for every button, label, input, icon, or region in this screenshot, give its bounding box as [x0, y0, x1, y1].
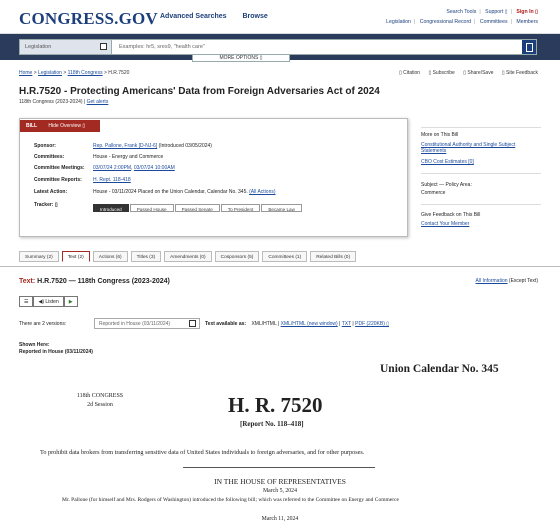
- report-number: [Report No. 118–418]: [240, 420, 304, 428]
- tracker-step-became-law: Became Law: [261, 204, 302, 212]
- menu-icon[interactable]: ☰: [19, 296, 33, 307]
- report-link[interactable]: H. Rept. 118-418: [93, 177, 131, 183]
- meeting-link-2[interactable]: 03/07/24 10:00AM: [133, 165, 175, 171]
- breadcrumb-home[interactable]: Home: [19, 70, 33, 76]
- meeting-link-1[interactable]: 03/07/24 2:00PM: [93, 165, 132, 171]
- format-xml-html[interactable]: XML/HTML: [251, 321, 277, 327]
- all-info: [476, 278, 538, 284]
- tracker-step-to-president: To President: [221, 204, 261, 212]
- tab-cosponsors[interactable]: Cosponsors (5): [215, 251, 260, 262]
- share-save-button[interactable]: ▯ Share/Save: [463, 70, 494, 76]
- search-scope-select[interactable]: [20, 40, 112, 54]
- page-tools: [392, 70, 538, 76]
- congress-session: 118th Congress (2023-2024): [19, 99, 83, 105]
- breadcrumb-legislation[interactable]: Legislation: [38, 70, 62, 76]
- format-pdf[interactable]: PDF (220KB) ▯: [355, 321, 389, 327]
- all-information-note: (Except Text): [508, 278, 538, 284]
- browse-link[interactable]: Browse: [242, 13, 268, 20]
- bill-tabs: [19, 251, 359, 262]
- more-on-bill-heading: More on This Bill: [421, 132, 459, 138]
- all-information-link[interactable]: All Information: [475, 278, 508, 284]
- bill-tracker: [93, 204, 303, 212]
- sign-in-link[interactable]: Sign In ▯: [516, 9, 538, 15]
- format-xml-html-new-window[interactable]: XML/HTML (new window): [280, 321, 338, 327]
- tab-committees[interactable]: Committees (1): [262, 251, 307, 262]
- tab-actions[interactable]: Actions (6): [93, 251, 128, 262]
- cbo-cost-estimates-link[interactable]: CBO Cost Estimates [0]: [421, 159, 474, 165]
- tab-related-bills[interactable]: Related Bills (0): [310, 251, 356, 262]
- citation-button[interactable]: ▯ Citation: [398, 70, 421, 76]
- text-heading: [19, 278, 170, 285]
- tab-divider: [0, 266, 560, 267]
- text-heading-lead: Text:: [19, 278, 36, 285]
- overview-tab: [20, 120, 100, 132]
- policy-area-value: Commerce: [421, 190, 446, 196]
- shown-here-label: Shown Here:: [19, 342, 50, 348]
- subscribe-button[interactable]: ▯ Subscribe: [428, 70, 455, 76]
- latest-action-value: House - 03/11/2024 Placed on the Union Calendar, Calendar No. 345.: [93, 189, 248, 195]
- house-heading: IN THE HOUSE OF REPRESENTATIVES: [214, 477, 346, 486]
- tab-titles[interactable]: Titles (3): [131, 251, 161, 262]
- search-tools-link[interactable]: Search Tools: [446, 9, 477, 15]
- utility-links: Search Tools | Support ▯ | Sign In ▯ Legislation | Congressional Record | Committees | Members: [386, 9, 538, 25]
- bill-overview: BILL Hide Overview ▯ Sponsor: Rep. Pallone, Frank [D-NJ-6] (Introduced 03/05/2024) Committees: House - Energy and Commerce Committee Meetings: 03/07/24 2:00PM, 03/07/24 10:00AM Committee Reports: H. Rept. 118-418 Latest Action: House - 03/11/2024 Placed on the Union Calendar, Calendar No. 345. (All Actions) Tracker: ▯ Introduced Passed House Passed Senate To President Became Law: [19, 118, 408, 237]
- versions-row: [19, 321, 389, 327]
- search-input[interactable]: Examples: hr5, sres9, "health care": [119, 44, 205, 50]
- sidebar-divider: [421, 173, 541, 174]
- breadcrumb-current: H.R.7520: [108, 70, 130, 76]
- search-scope-label: Legislation: [25, 44, 52, 50]
- tracker-step-passed-house: Passed House: [130, 204, 174, 212]
- site-feedback-button[interactable]: ▯ Site Feedback: [501, 70, 538, 76]
- tracker-label[interactable]: Tracker: ▯: [34, 202, 58, 208]
- sidebar-divider: [421, 204, 541, 205]
- contact-member-link[interactable]: Contact Your Member: [421, 221, 470, 227]
- congress-number: 118th CONGRESS: [76, 393, 124, 399]
- reported-date: March 11, 2024: [261, 516, 299, 522]
- breadcrumb: Home > Legislation > 118th Congress > H.R.7520: [19, 70, 130, 76]
- sponsor-date: (Introduced 03/05/2024): [158, 143, 212, 149]
- congress-line: 118th Congress (2023-2024) | Get alerts: [19, 99, 109, 105]
- session-number: 2d Session: [87, 402, 113, 408]
- tab-amendments[interactable]: Amendments (0): [164, 251, 211, 262]
- document-divider: [183, 467, 375, 468]
- committees-value: House - Energy and Commerce: [93, 154, 164, 160]
- hide-overview-button[interactable]: Hide Overview ▯: [48, 123, 86, 129]
- support-link[interactable]: Support ▯: [485, 9, 508, 15]
- congress-gov-logo[interactable]: CONGRESS.GOV: [19, 9, 158, 28]
- shown-here: [19, 342, 93, 356]
- sidebar-divider: [421, 127, 541, 128]
- main-nav: [160, 13, 282, 20]
- bill-tab-label: BILL: [26, 123, 38, 129]
- format-txt[interactable]: TXT: [341, 321, 352, 327]
- dropdown-icon: [189, 320, 196, 327]
- policy-area-heading: Subject — Policy Area:: [421, 182, 472, 188]
- audio-player: [19, 296, 78, 307]
- committees-link[interactable]: Committees: [479, 19, 508, 25]
- tracker-step-passed-senate: Passed Senate: [175, 204, 220, 212]
- listen-button[interactable]: ◀) Listen: [33, 296, 63, 307]
- congress-session-block: [70, 392, 130, 410]
- tracker-step-introduced: Introduced: [93, 204, 129, 212]
- union-calendar-number: Union Calendar No. 345: [380, 363, 499, 375]
- introduced-date: March 5, 2024: [263, 488, 297, 494]
- bill-purpose: To prohibit data brokers from transferring sensitive data of United States individuals to foreign adversaries, and for other purposes.: [40, 449, 365, 456]
- breadcrumb-congress[interactable]: 118th Congress: [67, 70, 103, 76]
- sponsor-label: Sponsor:: [34, 143, 56, 149]
- reports-label: Committee Reports:: [34, 177, 82, 183]
- introduction-text: Mr. Pallone (for himself and Mrs. Rodgers of Washington) introduced the following bill; which was referred to the Committee on Energy and Commerce: [62, 497, 399, 503]
- versions-label: There are 2 versions:: [19, 321, 67, 327]
- congressional-record-link[interactable]: Congressional Record: [419, 19, 472, 25]
- feedback-heading: Give Feedback on This Bill: [421, 212, 481, 218]
- latest-action-label: Latest Action:: [34, 189, 68, 195]
- formats-label: Text available as:: [205, 321, 247, 327]
- tab-summary[interactable]: Summary (2): [19, 251, 59, 262]
- more-options-button[interactable]: MORE OPTIONS ▯: [192, 54, 290, 62]
- constitutional-authority-link[interactable]: Constitutional Authority and Single Subject Statements: [421, 142, 516, 154]
- text-heading-title: H.R.7520 — 118th Congress (2023-2024): [37, 278, 170, 285]
- search-box: [19, 39, 537, 55]
- tab-text[interactable]: Text (2): [62, 251, 90, 262]
- version-selected: Reported in House (03/11/2024): [99, 321, 171, 327]
- search-band: [0, 34, 560, 60]
- advanced-searches-link[interactable]: Advanced Searches: [160, 13, 227, 20]
- committees-label: Committees:: [34, 154, 65, 160]
- search-button[interactable]: [522, 40, 536, 54]
- members-link[interactable]: Members: [516, 19, 538, 25]
- dropdown-icon: [100, 43, 107, 50]
- version-select[interactable]: [94, 318, 200, 329]
- legislation-link[interactable]: Legislation: [386, 19, 411, 25]
- all-actions-link[interactable]: (All Actions): [249, 189, 276, 195]
- page-title: H.R.7520 - Protecting Americans' Data from Foreign Adversaries Act of 2024: [19, 86, 380, 97]
- get-alerts-link[interactable]: Get alerts: [86, 99, 109, 105]
- sponsor-link[interactable]: Rep. Pallone, Frank [D-NJ-6]: [93, 143, 158, 149]
- play-icon[interactable]: ▶: [64, 296, 78, 307]
- meetings-label: Committee Meetings:: [34, 165, 85, 171]
- shown-here-version: Reported in House (03/11/2024): [19, 349, 93, 355]
- formats: Text available as: XML/HTML | XML/HTML (new window) | TXT | PDF (220KB) ▯: [205, 321, 389, 327]
- bill-number: H. R. 7520: [228, 393, 323, 417]
- site-header: [0, 0, 560, 34]
